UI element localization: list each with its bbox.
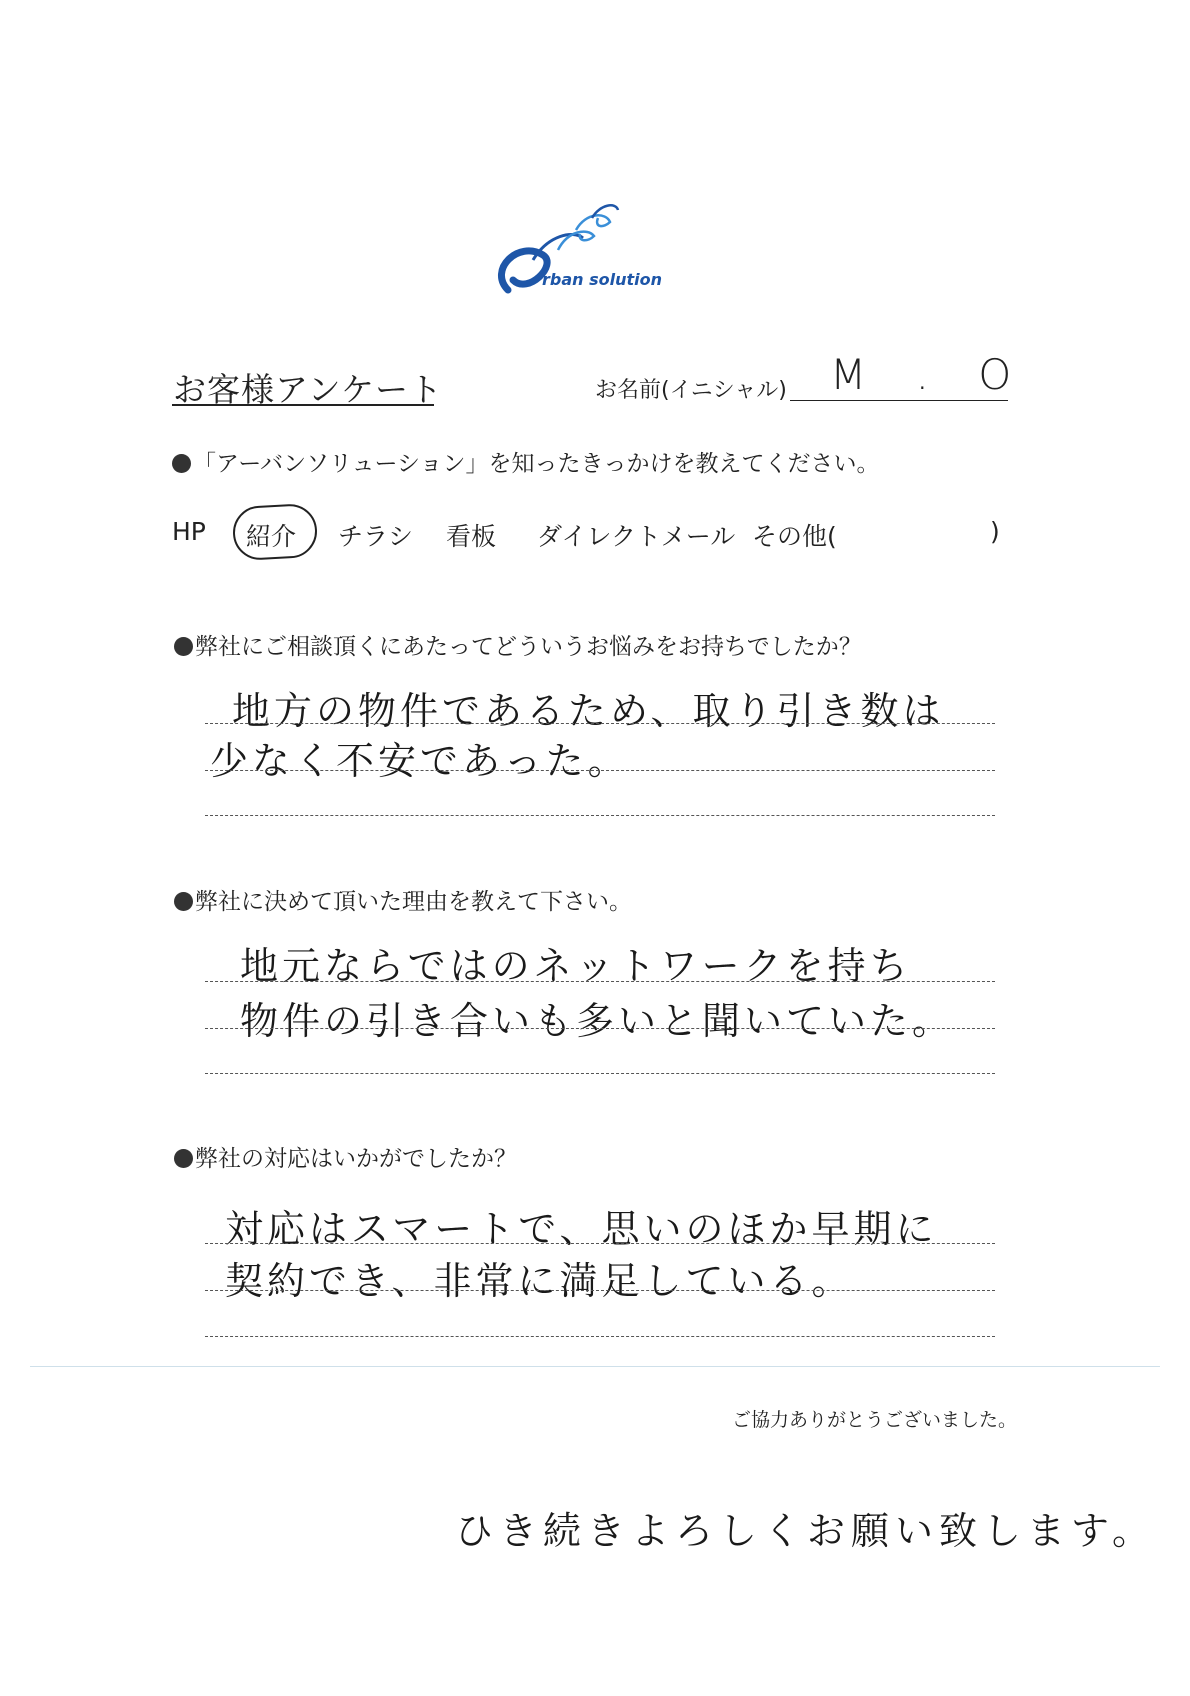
question-2-text: 弊社にご相談頂くにあたってどういうお悩みをお持ちでしたか？ <box>195 634 862 660</box>
bullet-icon <box>174 637 193 656</box>
answer-2-line-1: 地方の物件であるため、取り引き数は <box>232 689 945 733</box>
bullet-icon <box>174 1149 193 1168</box>
answer-line <box>205 770 995 771</box>
answer-4-line-1: 対応はスマートで、思いのほか早期に <box>225 1207 938 1251</box>
option-flyer: チラシ <box>338 522 414 551</box>
option-signboard: 看板 <box>446 522 497 551</box>
title-underline <box>172 404 434 406</box>
answer-line <box>205 815 995 816</box>
answer-3-line-1: 地元ならではのネットワークを持ち <box>240 944 912 988</box>
thanks-text: ご協力ありがとうございました。 <box>732 1409 1018 1431</box>
option-other-close: ) <box>990 517 1000 546</box>
answer-4-line-2: 契約でき、非常に満足している。 <box>225 1259 854 1303</box>
bullet-icon <box>174 892 193 911</box>
question-4-text: 弊社の対応はいかがでしたか？ <box>195 1146 517 1172</box>
option-referral: 紹介 <box>246 522 297 551</box>
answer-line <box>205 1028 995 1029</box>
bullet-icon <box>172 454 191 473</box>
question-3-text: 弊社に決めて頂いた理由を教えて下さい。 <box>195 889 632 915</box>
answer-2-line-2: 少なく不安であった。 <box>210 739 630 783</box>
logo-text: rban solution <box>542 270 663 289</box>
question-4 <box>174 1140 517 1173</box>
answer-line <box>205 1073 995 1074</box>
answer-line <box>205 1336 995 1337</box>
answer-3-line-2: 物件の引き合いも多いと聞いていた。 <box>240 999 955 1043</box>
company-logo <box>488 200 708 310</box>
option-direct-mail: ダイレクトメール <box>537 522 736 551</box>
survey-title: お客様アンケート <box>173 370 444 409</box>
handwritten-note: ひき続きよろしくお願い致します。 <box>455 1509 1156 1553</box>
question-3 <box>174 883 632 916</box>
option-other: その他( <box>752 522 837 551</box>
answer-line <box>205 981 995 982</box>
question-2 <box>174 628 862 661</box>
name-value: M . O <box>830 350 1030 399</box>
option-hp: HP <box>172 517 206 546</box>
answer-line <box>205 723 995 724</box>
logo-swirl-icon <box>488 200 708 310</box>
section-divider <box>30 1366 1160 1367</box>
answer-line <box>205 1290 995 1291</box>
question-1-text: 「アーバンソリューション」を知ったきっかけを教えてください。 <box>193 451 880 477</box>
answer-line <box>205 1243 995 1244</box>
question-1 <box>172 445 880 478</box>
name-label: お名前(イニシャル) <box>595 378 787 403</box>
name-underline <box>790 400 1008 401</box>
selected-option-circle <box>232 503 319 561</box>
